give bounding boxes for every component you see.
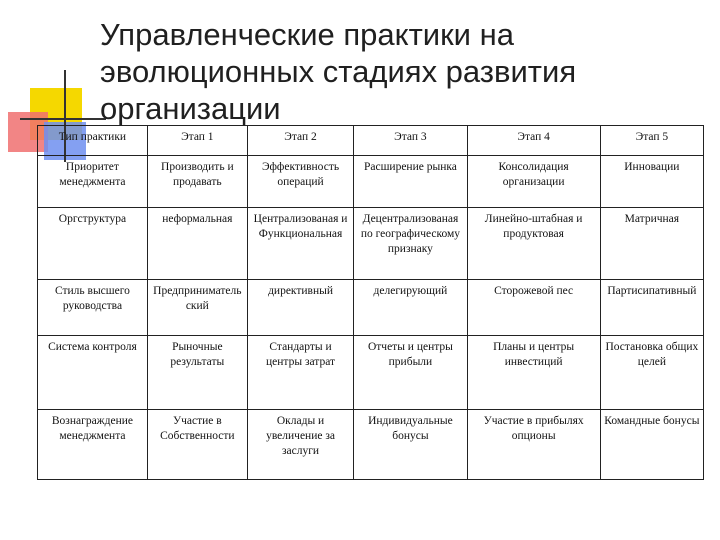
table-cell: Партисипативный <box>600 280 703 336</box>
table-row <box>38 280 704 336</box>
table-cell: Стандарты и центры затрат <box>247 336 354 410</box>
table-cell: Стиль высшего руководства <box>38 280 148 336</box>
table-cell: Приоритет менеджмента <box>38 156 148 208</box>
table-cell: Командные бонусы <box>600 410 703 480</box>
table-cell: неформальная <box>147 208 247 280</box>
table-cell: Матричная <box>600 208 703 280</box>
table-row <box>38 410 704 480</box>
table-cell: Централизованая и Функциональная <box>247 208 354 280</box>
table-cell: Производить и продавать <box>147 156 247 208</box>
table-cell: Консолидация организации <box>467 156 600 208</box>
table-cell: Оргструктура <box>38 208 148 280</box>
table-cell: Участие в прибылях опционы <box>467 410 600 480</box>
slide-title <box>100 16 700 127</box>
column-header: Этап 2 <box>247 126 354 156</box>
table-row <box>38 156 704 208</box>
table-row <box>38 208 704 280</box>
table-cell: Отчеты и центры прибыли <box>354 336 467 410</box>
table-cell: Сторожевой пес <box>467 280 600 336</box>
table-cell: Линейно-штабная и продуктовая <box>467 208 600 280</box>
decor-horizontal-line <box>20 118 106 120</box>
column-header: Этап 3 <box>354 126 467 156</box>
title-line-1: Управленческие практики на <box>100 17 514 52</box>
column-header: Этап 4 <box>467 126 600 156</box>
table-cell: Инновации <box>600 156 703 208</box>
table-header-row <box>38 126 704 156</box>
table-cell: Система контроля <box>38 336 148 410</box>
column-header: Этап 1 <box>147 126 247 156</box>
column-header: Этап 5 <box>600 126 703 156</box>
table-cell: делегирующий <box>354 280 467 336</box>
table-cell: Планы и центры инвестиций <box>467 336 600 410</box>
table-cell: Индивидуальные бонусы <box>354 410 467 480</box>
table-cell: Участие в Собственности <box>147 410 247 480</box>
table-cell: Рыночные результаты <box>147 336 247 410</box>
table-cell: Предпринимательский <box>147 280 247 336</box>
title-line-2: эволюционных стадиях развития <box>100 54 577 89</box>
table-cell: Расширение рынка <box>354 156 467 208</box>
practices-table <box>37 125 704 480</box>
table-cell: Эффективность операций <box>247 156 354 208</box>
column-header: Тип практики <box>38 126 148 156</box>
table-row <box>38 336 704 410</box>
table-cell: Вознаграждение менеджмента <box>38 410 148 480</box>
table-cell: Децентрализованая по географическому признаку <box>354 208 467 280</box>
table-cell: директивный <box>247 280 354 336</box>
table-cell: Постановка общих целей <box>600 336 703 410</box>
title-line-3: организации <box>100 91 281 126</box>
table-cell: Оклады и увеличение за заслуги <box>247 410 354 480</box>
